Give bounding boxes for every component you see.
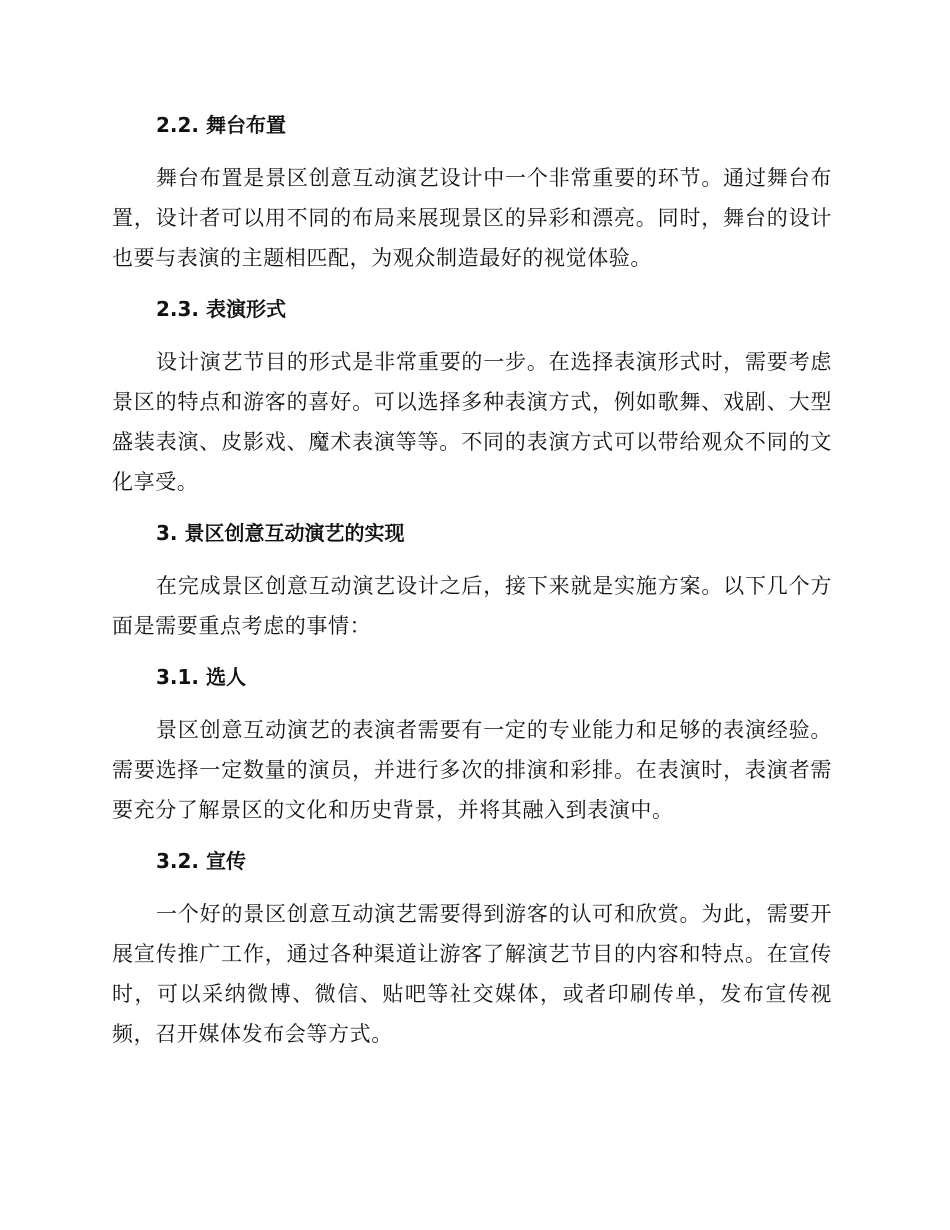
section-heading-stage-layout: 2.2. 舞台布置 (156, 113, 286, 137)
section-paragraph-performance-form: 设计演艺节目的形式是非常重要的一步。在选择表演形式时，需要考虑景区的特点和游客的喜好。可以选择多种表演方式，例如歌舞、戏剧、大型盛装表演、皮影戏、魔术表演等等。不同的表演方式可以带给观众不同的文化享受。 (112, 350, 832, 494)
section-heading-promotion: 3.2. 宣传 (156, 849, 246, 873)
section-heading-implementation: 3. 景区创意互动演艺的实现 (156, 521, 405, 545)
section-paragraph-promotion: 一个好的景区创意互动演艺需要得到游客的认可和欣赏。为此，需要开展宣传推广工作，通过各种渠道让游客了解演艺节目的内容和特点。在宣传时，可以采纳微博、微信、贴吧等社交媒体，或者印刷传单，发布宣传视频，召开媒体发布会等方式。 (112, 902, 832, 1046)
section-heading-performance-form: 2.3. 表演形式 (156, 297, 286, 321)
section-paragraph-casting: 景区创意互动演艺的表演者需要有一定的专业能力和足够的表演经验。需要选择一定数量的演员，并进行多次的排演和彩排。在表演时，表演者需要充分了解景区的文化和历史背景，并将其融入到表演中。 (112, 718, 832, 822)
section-paragraph-stage-layout: 舞台布置是景区创意互动演艺设计中一个非常重要的环节。通过舞台布置，设计者可以用不同的布局来展现景区的异彩和漂亮。同时，舞台的设计也要与表演的主题相匹配，为观众制造最好的视觉体验。 (112, 166, 832, 270)
document-body (112, 110, 832, 1070)
section-paragraph-implementation: 在完成景区创意互动演艺设计之后，接下来就是实施方案。以下几个方面是需要重点考虑的事情： (112, 574, 832, 638)
section-heading-casting: 3.1. 选人 (156, 665, 246, 689)
